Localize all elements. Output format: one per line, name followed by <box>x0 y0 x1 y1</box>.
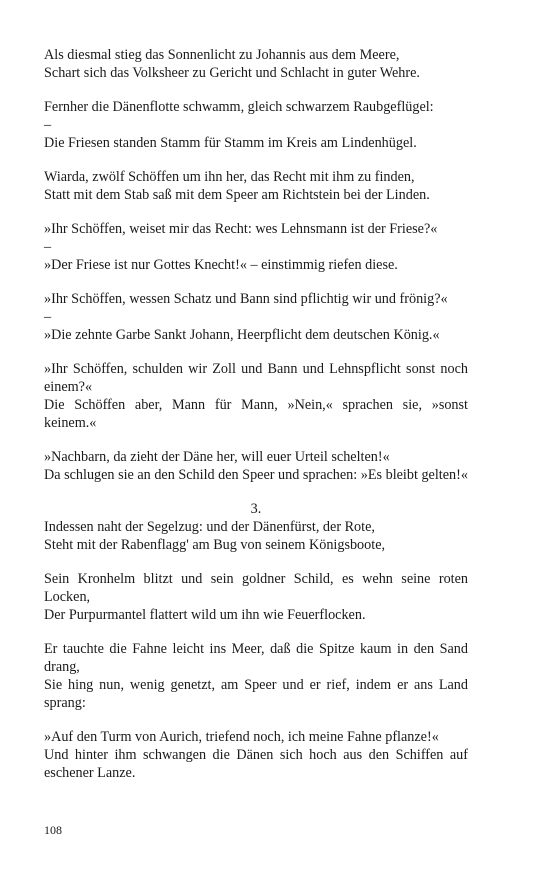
verse-line: Steht mit der Rabenflagg' am Bug von seinem Königsboote, <box>44 537 386 553</box>
section-heading: 3. <box>250 501 262 517</box>
verse-line: »Ihr Schöffen, schulden wir Zoll und Bann und Lehnspflicht sonst noch einem?« <box>44 361 468 395</box>
verse-line: Die Schöffen aber, Mann für Mann, »Nein,« sprachen sie, »sonst keinem.« <box>44 397 468 431</box>
stanza <box>44 570 468 624</box>
verse-line: Wiarda, zwölf Schöffen um ihn her, das Recht mit ihm zu finden, <box>44 169 415 185</box>
poem-part-1 <box>44 46 468 484</box>
stanza <box>44 46 468 82</box>
verse-line: Als diesmal stieg das Sonnenlicht zu Johannis aus dem Meere, <box>44 47 400 63</box>
verse-line: Und hinter ihm schwangen die Dänen sich hoch aus den Schiffen auf eschener Lanze. <box>44 747 468 781</box>
stanza <box>44 98 468 152</box>
verse-line: Da schlugen sie an den Schild den Speer und sprachen: »Es bleibt gelten!« <box>44 467 468 483</box>
stanza <box>44 448 468 484</box>
verse-line: Der Purpurmantel flattert wild um ihn wie Feuerflocken. <box>44 607 366 623</box>
stanza <box>44 518 468 554</box>
verse-line: Schart sich das Volksheer zu Gericht und Schlacht in guter Wehre. <box>44 65 420 81</box>
verse-line: »Ihr Schöffen, weiset mir das Recht: wes Lehnsmann ist der Friese?« <box>44 221 438 237</box>
poem-part-2 <box>44 518 468 782</box>
page-number: 108 <box>44 823 62 837</box>
verse-line: »Auf den Turm von Aurich, triefend noch, ich meine Fahne pflanze!« <box>44 729 439 745</box>
verse-line: »Die zehnte Garbe Sankt Johann, Heerpflicht dem deutschen König.« <box>44 327 440 343</box>
verse-line: – <box>44 239 52 255</box>
stanza <box>44 360 468 432</box>
stanza <box>44 640 468 712</box>
verse-line: Statt mit dem Stab saß mit dem Speer am Richtstein bei der Linden. <box>44 187 430 203</box>
stanza <box>44 220 468 274</box>
verse-line: Indessen naht der Segelzug: und der Dänenfürst, der Rote, <box>44 519 375 535</box>
verse-line: »Ihr Schöffen, wessen Schatz und Bann sind pflichtig wir und frönig?« <box>44 291 448 307</box>
verse-line: »Der Friese ist nur Gottes Knecht!« – einstimmig riefen diese. <box>44 257 398 273</box>
stanza <box>44 168 468 204</box>
stanza <box>44 290 468 344</box>
verse-line: Er tauchte die Fahne leicht ins Meer, daß die Spitze kaum in den Sand drang, <box>44 641 468 675</box>
verse-line: Sein Kronhelm blitzt und sein goldner Schild, es wehn seine roten Locken, <box>44 571 468 605</box>
stanza <box>44 728 468 782</box>
verse-line: – <box>44 309 52 325</box>
verse-line: Die Friesen standen Stamm für Stamm im Kreis am Lindenhügel. <box>44 135 417 151</box>
verse-line: »Nachbarn, da zieht der Däne her, will euer Urteil schelten!« <box>44 449 390 465</box>
verse-line: Fernher die Dänenflotte schwamm, gleich schwarzem Raubgeflügel: <box>44 99 434 115</box>
verse-line: Sie hing nun, wenig genetzt, am Speer und er rief, indem er ans Land sprang: <box>44 677 468 711</box>
poem-page <box>44 46 468 798</box>
verse-line: – <box>44 117 52 133</box>
